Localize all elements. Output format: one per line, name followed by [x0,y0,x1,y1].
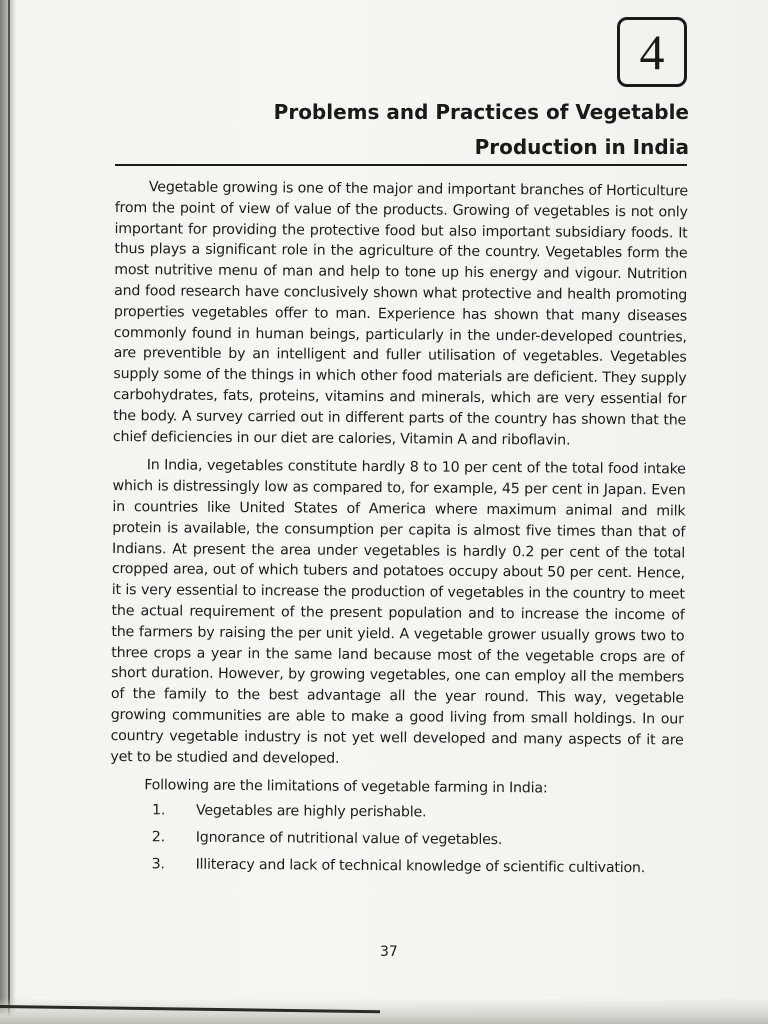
list-item-number: 2. [151,829,166,846]
title-divider [115,164,687,166]
chapter-title-line-2: Production in India [474,135,689,159]
list-item [110,800,683,825]
spine-edge-line [8,0,10,1024]
paragraph: In India, vegetables constitute hardly 8 to 10 per cent of the total food intake which is distressingly low as compared to, for example, 45 per cent in Japan. Even in countries like United States of America where maximum animal and milk protein is available, the consumption per capita is almost five times than that of Indians. At present the area under vegetables is hardly 0.2 per cent of the total cropped area, out of which tubers and potatoes occupy about 50 per cent. Hence, it is very essential to increase the production of vegetables in the country to meet the actual requirement of the present population and to increase the income of the farmers by raising the per unit yield. A vegetable grower usually grows two to three crops a year in the same land because most of the vegetable crops are of short duration. However, by growing vegetables, one can employ all the members of the family to the best advantage all the year round. This way, vegetable growing communities are able to make a good living from small holdings. In our country vegetable industry is not yet well developed and many aspects of it are yet to be studied and developed. [110,457,686,767]
list-item-number: 3. [151,856,165,873]
limitations-list [110,800,684,879]
list-item-text: Ignorance of nutritional value of vegetables. [195,829,503,848]
list-item-text: Vegetables are highly perishable. [195,802,427,821]
page-bottom-shadow [0,998,768,1024]
list-intro: Following are the limitations of vegetable farming in India: [144,777,548,797]
list-item [110,854,683,879]
chapter-number: 4 [639,24,665,80]
chapter-title [129,95,689,165]
list-item-text: Illiteracy and lack of technical knowledge of scientific cultivation. [195,856,646,876]
chapter-title-line-1: Problems and Practices of Vegetable [273,100,689,124]
paragraph: Vegetable growing is one of the major and important branches of Horticulture from the point of view of value of the products. Growing of vegetables is not only important for providing the protective food but also important subsidiary foods. It thus plays a significant role in the agriculture of the country. Vegetables form the most nutritive menu of man and help to tone up his energy and vigour. Nutrition and food research have conclusively shown what protective and health promoting properties vegetables offer to man. Experience has shown that many diseases commonly found in human beings, particularly in the under-developed countries, are preventible by an intelligent and fuller utilisation of vegetables. Vegetables supply some of the things in which other food materials are deficient. They supply carbohydrates, fats, proteins, vitamins and minerals, which are very essential for the body. A survey carried out in different parts of the country has shown that the chief deficiencies in our diet are calories, Vitamin A and riboflavin. [112,179,688,449]
chapter-body [109,177,688,885]
page-number: 37 [380,944,398,960]
list-item [110,827,683,852]
chapter-number-box [617,17,687,87]
list-item-number: 1. [151,802,166,819]
